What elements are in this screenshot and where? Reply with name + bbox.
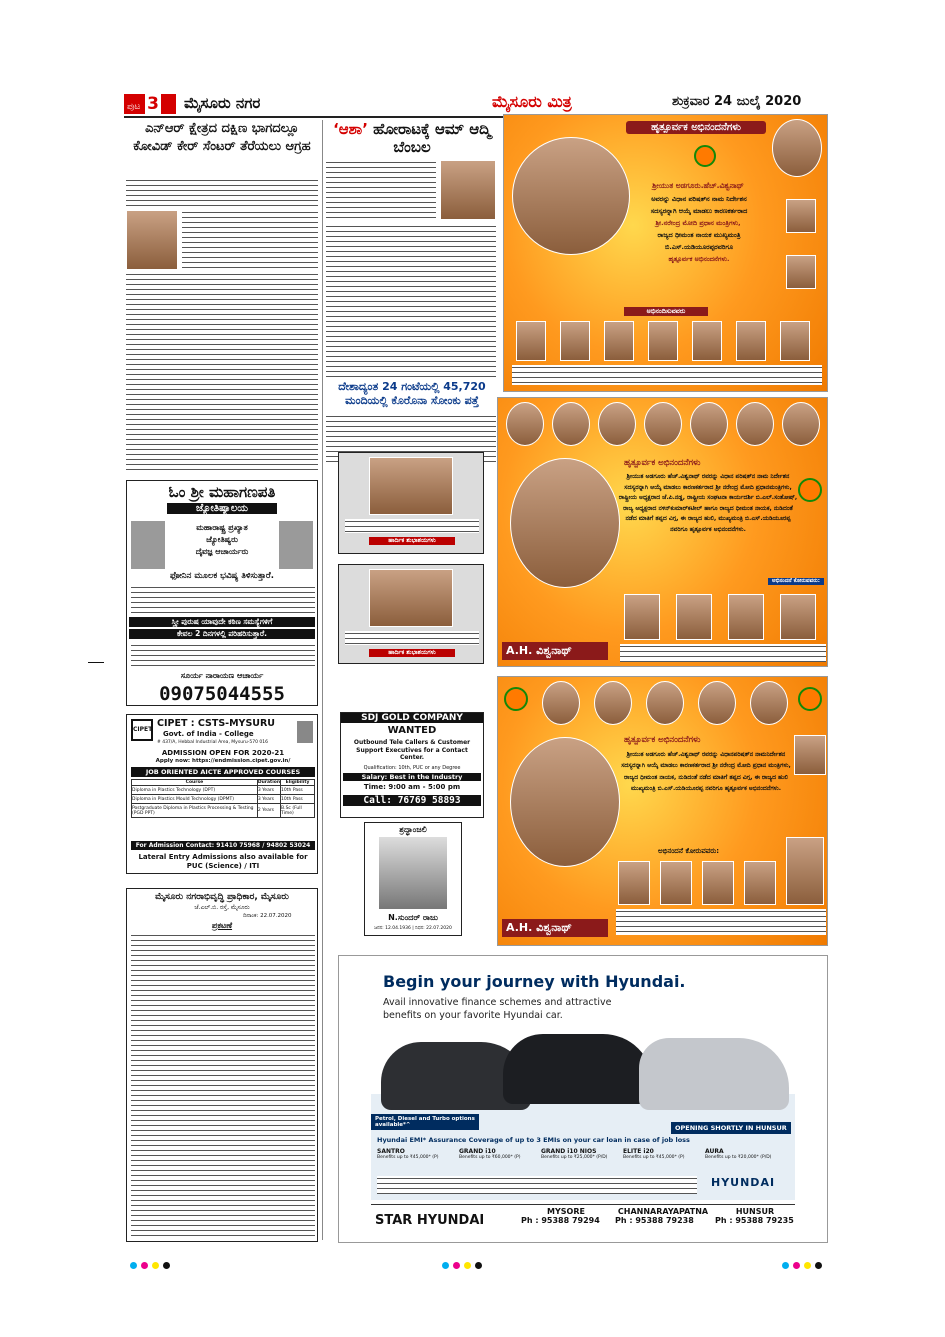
dealer-phone: Ph : 95388 79294 [521, 1216, 600, 1225]
greeting-photo-1 [369, 457, 453, 515]
astro-phone: 09075044555 [159, 683, 285, 705]
dealer-hunsur [715, 1207, 795, 1225]
astro-subtitle: ಜ್ಯೋತಿಷ್ಯಾಲಯ [167, 503, 277, 514]
story3-headline: ದೇಶಾದ್ಯಂತ 24 ಗಂಟೆಯಲ್ಲಿ 45,720 ಮಂದಿಯಲ್ಲಿ ಕೊರೊನಾ ಸೋಂಕು ಪತ್ತೆ [338, 380, 486, 407]
magenta-dot [453, 1262, 460, 1269]
leader-photo [646, 681, 684, 725]
wisher-photo [676, 594, 712, 640]
sdj-time: Time: 9:00 am - 5:00 pm [363, 783, 461, 791]
table-cell: Postgraduate Diploma in Plastics Processing & Testing (PGD PPT) [132, 804, 258, 818]
leader-photo [690, 402, 728, 446]
wisher-photo [618, 861, 650, 905]
cyan-dot [130, 1262, 137, 1269]
leader-photo [598, 402, 636, 446]
registration-marks [440, 1254, 484, 1273]
magenta-dot [141, 1262, 148, 1269]
table-cell: 2 Years [257, 804, 280, 818]
yellow-dot [152, 1262, 159, 1269]
felicitation3-heading: ಹೃತ್ಪೂರ್ವಕ ಅಭಿನಂದನೆಗಳು [624, 735, 701, 745]
felicitation2-heading: ಹೃತ್ಪೂರ್ವಕ ಅಭಿನಂದನೆಗಳು [624, 458, 701, 468]
felicitation1-name: ಶ್ರೀಯುತ ಅಡಗೂರು.ಹೆಚ್.ವಿಶ್ವನಾಥ್ [652, 181, 744, 190]
felicitation1-body5: ಬಿ.ಎಸ್.ಯಡಿಯೂರಪ್ಪರವರಿಗೂ [664, 243, 733, 251]
dealer-mysore [521, 1207, 611, 1225]
felicitation1-body6: ಹೃತ್ಪೂರ್ವಕ ಅಭಿನಂದನೆಗಳು. [668, 255, 730, 263]
leader-photo [782, 402, 820, 446]
wisher-photo [692, 321, 722, 361]
leader-photo [750, 681, 788, 725]
registration-marks [128, 1254, 172, 1273]
hyundai-model-row [377, 1148, 789, 1172]
sdj-company: SDJ GOLD COMPANY [341, 713, 483, 723]
story2-photo [440, 160, 496, 220]
felicitation1-main-photo [512, 137, 630, 255]
model-grand-i10 [459, 1148, 541, 1160]
felicitation1-side-photo-2 [786, 199, 816, 233]
story1-body-side [182, 210, 318, 270]
greeting-ad-1 [338, 452, 484, 554]
model-nios [541, 1148, 623, 1160]
black-dot [475, 1262, 482, 1269]
astro-name: ಸೂರ್ಯ ನಾರಾಯಣ ಆಚಾರ್ಯ [180, 671, 264, 680]
story2-headline [326, 120, 498, 156]
felicitation1-side-photo-3 [786, 255, 816, 289]
page-header [124, 92, 824, 116]
yellow-dot [804, 1262, 811, 1269]
felicitation1-wisher-row [512, 321, 822, 387]
wisher-photo [702, 861, 734, 905]
hyundai-finance-logos [377, 1176, 697, 1194]
astro-line1: ಮಹಾರಾಷ್ಟ್ರ ಪ್ರಖ್ಯಾತ [196, 523, 248, 532]
cipet-ad [126, 714, 318, 874]
muda-address: ಜೆ.ಎಲ್.ಬಿ. ರಸ್ತೆ, ಮೈಸೂರು [194, 904, 250, 911]
sdj-salary: Salary: Best in the Industry [343, 773, 481, 781]
leader-photo-row [502, 402, 826, 452]
wisher-names [512, 365, 822, 385]
greeting-photo-2 [369, 569, 453, 627]
model-santro [377, 1148, 459, 1160]
table-cell: 3 Years [257, 795, 280, 804]
leader-photo [736, 402, 774, 446]
masthead: ಮೈಸೂರು ಮಿತ್ರ [492, 92, 572, 111]
magenta-dot [793, 1262, 800, 1269]
table-cell: 10th Pass [281, 795, 315, 804]
felicitation2-main-photo [510, 458, 620, 588]
page-label: ಪುಟ [127, 102, 141, 112]
astrologer-image [279, 521, 313, 569]
table-cell: 10th Pass [281, 786, 315, 795]
leader-photo [542, 681, 580, 725]
greeting-text-1 [345, 519, 479, 533]
table-cell: Diploma in Plastics Mould Technology (DPMT) [132, 795, 258, 804]
felicitation-ad-2 [497, 397, 828, 667]
dealer-name: STAR HYUNDAI [375, 1213, 485, 1228]
leader-photo-row [538, 681, 798, 729]
dealer-phone: Ph : 95388 79235 [715, 1216, 794, 1225]
model-benefit: Benefits up to ₹45,000* (P) [377, 1155, 439, 1160]
model-name: GRAND i10 [459, 1148, 496, 1155]
wisher-photo [516, 321, 546, 361]
story3-body [326, 414, 496, 442]
story1-headline: ಎನ್‌ಆರ್ ಕ್ಷೇತ್ರದ ದಕ್ಷಿಣ ಭಾಗದಲ್ಲೂ ಕೋವಿಡ್ ಕೇರ್ ಸೆಂಟರ್ ತೆರೆಯಲು ಆಗ್ರಹ [133, 121, 311, 154]
wisher-photo [560, 321, 590, 361]
astro-line3: ದೈವಜ್ಞ ಆಚಾರ್ಯರು [195, 547, 249, 556]
column-divider [322, 120, 323, 1240]
model-aura [705, 1148, 789, 1160]
cipet-logo: CIPET [131, 719, 153, 741]
hyundai-sub: Avail innovative finance schemes and attractive benefits on your favorite Hyundai car. [383, 997, 612, 1021]
leader-photo [506, 402, 544, 446]
wisher-photo [744, 861, 776, 905]
hyundai-opening: OPENING SHORTLY IN HUNSUR [671, 1122, 791, 1134]
leader-photo [552, 402, 590, 446]
felicitation2-signature: A.H. ವಿಶ್ವನಾಥ್ [502, 642, 608, 660]
registration-marks [780, 1254, 824, 1273]
hyundai-brand: HYUNDAI [711, 1176, 776, 1189]
ganesha-image [131, 521, 165, 569]
hyundai-dealer-bar [371, 1204, 795, 1238]
bjp-lotus-icon [504, 687, 528, 711]
cipet-course-table [131, 779, 315, 818]
model-name: GRAND i10 NIOS [541, 1148, 597, 1155]
leader-photo [698, 681, 736, 725]
felicitation3-wishers: ಅಭಿನಂದನೆ ಕೋರುವವರು: [658, 847, 719, 855]
model-benefit: Benefits up to ₹60,000* (P) [459, 1155, 521, 1160]
felicitation3-signature: A.H. ವಿಶ್ವನಾಥ್ [502, 919, 608, 937]
cipet-title: CIPET : CSTS-MYSURU [157, 718, 276, 729]
sdj-wanted: WANTED [387, 725, 437, 736]
greeting-caption-1: ಹಾರ್ದಿಕ ಶುಭಾಶಯಗಳು [369, 537, 455, 545]
wisher-photo [780, 321, 810, 361]
astro-line4: ಫೋನಿನ ಮೂಲಕ ಭವಿಷ್ಯ ತಿಳಿಸುತ್ತಾರೆ. [169, 571, 274, 581]
wisher-photo [728, 594, 764, 640]
muda-body [131, 933, 315, 1238]
bjp-lotus-icon [694, 145, 716, 167]
sdj-job-ad [340, 712, 484, 818]
felicitation3-side-photo [794, 735, 826, 775]
story2-body [326, 224, 496, 378]
cyan-dot [782, 1262, 789, 1269]
wisher-photo [648, 321, 678, 361]
hyundai-fuel: Petrol, Diesel and Turbo options available*^ [371, 1114, 479, 1130]
cyan-dot [442, 1262, 449, 1269]
wisher-photo [624, 594, 660, 640]
leader-photo [644, 402, 682, 446]
story2-quote: ‘ಆಶಾ’ [333, 120, 368, 138]
wisher-photo [786, 837, 824, 905]
dealer-location: HUNSUR [735, 1207, 775, 1216]
bjp-lotus-icon [798, 478, 822, 502]
dealer-phone: Ph : 95388 79238 [615, 1216, 694, 1225]
wisher-names [616, 909, 826, 935]
wisher-names [620, 644, 826, 662]
muda-org: ಮೈಸೂರು ನಗರಾಭಿವೃದ್ಧಿ ಪ್ರಾಧಿಕಾರ, ಮೈಸೂರು [155, 892, 289, 902]
table-cell: B.Sc (Full Time) [281, 804, 315, 818]
cipet-courses-heading: JOB ORIENTED AICTE APPROVED COURSES [131, 767, 315, 777]
astro-title: ಓಂ ಶ್ರೀ ಮಹಾಗಣಪತಿ [168, 483, 276, 501]
astro-line6: ಕೇವಲ 2 ದಿನಗಳಲ್ಲಿ ಪರಿಹರಿಸುತ್ತಾರೆ. [129, 629, 315, 639]
story2-rest: ಹೋರಾಟಕ್ಕೆ ಆಮ್ ಆದ್ಮಿ ಬೆಂಬಲ [373, 120, 491, 156]
greeting-text-2 [345, 631, 479, 645]
model-benefit: Benefits up to ₹25,000* (P/D) [541, 1155, 608, 1160]
model-elite-i20 [623, 1148, 705, 1160]
wisher-photo [660, 861, 692, 905]
table-head-cell: Course [132, 780, 258, 786]
crop-mark [88, 662, 104, 663]
story1-photo [126, 210, 178, 270]
obituary-name: N.ಸುಂದರ್ ರಾಜು [388, 913, 438, 922]
table-cell: Diploma in Plastics Technology (DPT) [132, 786, 258, 795]
felicitation3-body: ಶ್ರೀಯುತ ಅಡಗೂರು ಹೆಚ್.ವಿಶ್ವನಾಥ್ ರವರನ್ನು ವಿಧಾನಪರಿಷತ್‌ನ ನಾಮನಿರ್ದೇಶನ ಸದಸ್ಯರನ್ನಾಗಿ ಆಯ್ಕೆ ಮಾಡಲು ಕಾರಣಕರ್ತರಾದ ಶ್ರೀ ನರೇಂದ್ರ ಮೋದಿ ಪ್ರಧಾನ ಮಂತ್ರಿಗಳು, ರಾಜ್ಯದ ಧೀಮಂತ ನಾಯಕ, ನುಡಿದಂತೆ ನಡೆದ ಮಾತಿಗೆ ತಪ್ಪದ ವಿಗ್ಗ, ಈ ರಾಜ್ಯದ ಹುಲಿ ಮುಖ್ಯಮಂತ್ರಿ ಬಿ.ಎಸ್.ಯಡಿಯೂರಪ್ಪ ನವರಿಗೂ ಹೃತ್ಪೂರ್ವಕ ಅಭಿನಂದನೆಗಳು. [621, 751, 791, 793]
felicitation1-side-photo [772, 119, 822, 177]
astro-text-block2 [131, 643, 315, 669]
table-head-cell: Duration [257, 780, 281, 785]
cipet-admission: ADMISSION OPEN FOR 2020-21 [161, 749, 285, 757]
page-number: 3 [147, 94, 159, 114]
cipet-address: # 437/A, Hebbal Industrial Area, Mysuru-570 016 [157, 740, 268, 745]
astrology-ad [126, 480, 318, 706]
story1-body-top [126, 178, 318, 208]
felicitation-ad-1 [503, 114, 828, 392]
yellow-dot [464, 1262, 471, 1269]
greeting-caption-2: ಹಾರ್ದಿಕ ಶುಭಾಶಯಗಳು [369, 649, 455, 657]
table-cell: 3 Years [257, 786, 280, 795]
sdj-role: Outbound Tele Callers & Customer Support Executives for a Contact Center. [353, 739, 471, 761]
black-dot [815, 1262, 822, 1269]
model-benefit: Benefits up to ₹20,000* (P/D) [705, 1155, 772, 1160]
cipet-contact: For Admission Contact: 91410 75968 / 94802 53024 [131, 841, 315, 850]
section-title: ಮೈಸೂರು ನಗರ [184, 94, 261, 112]
hyundai-emi: Hyundai EMI* Assurance Coverage of up to 3 EMIs on your car loan in case of job loss [377, 1136, 690, 1144]
astro-text-block [131, 585, 315, 615]
hyundai-ad [338, 955, 828, 1243]
wisher-photo [736, 321, 766, 361]
felicitation1-body4: ರಾಜ್ಯದ ಧೀಮಂತ ನಾಯಕ ಮುಖ್ಯಮಂತ್ರಿ [657, 231, 741, 239]
dealer-location: CHANNARAYAPATNA [617, 1207, 709, 1216]
felicitation3-main-photo [510, 737, 620, 867]
hyundai-headline: Begin your journey with Hyundai. [383, 972, 686, 991]
emblem-icon [297, 721, 313, 743]
sdj-qual: Qualification: 10th, PUC or any Degree [363, 765, 461, 771]
astro-line5: ಸ್ತ್ರೀ ಪುರುಷ ಯಾವುದೇ ಕಠಿಣ ಸಮಸ್ಯೆಗಳಿಗೆ [129, 617, 315, 627]
greeting-ad-2 [338, 564, 484, 664]
model-benefit: Benefits up to ₹45,000* (P) [623, 1155, 685, 1160]
sdj-call: Call: 76769 58893 [343, 795, 481, 806]
black-dot [163, 1262, 170, 1269]
table-row [132, 804, 315, 818]
model-name: SANTRO [377, 1148, 405, 1155]
cipet-lateral: Lateral Entry Admissions also available for PUC (Science) / ITI [138, 853, 308, 870]
felicitation-ad-3 [497, 676, 828, 946]
bjp-lotus-icon [798, 687, 822, 711]
cipet-govt: Govt. of India - College [163, 730, 254, 738]
page-number-badge [124, 94, 176, 114]
felicitation1-body1: ಅವರನ್ನು ವಿಧಾನ ಪರಿಷತ್‌ನ ನಾಮ ನಿರ್ದೇಶನ [651, 195, 747, 203]
felicitation1-body2: ಸದಸ್ಯರನ್ನಾಗಿ ಆಯ್ಕೆ ಮಾಡಲು ಕಾರಣಕರ್ತರಾದ [650, 207, 748, 215]
muda-title: ಪ್ರಕಟಣೆ [211, 921, 233, 930]
table-row [132, 786, 315, 795]
astro-line2: ಜ್ಯೋತಿಷ್ಯರು [206, 535, 238, 544]
felicitation2-wishers: ಅಭಿನಂದನೆ ಕೋರುವವರು: [768, 578, 824, 585]
model-name: AURA [705, 1148, 724, 1155]
table-head-cell: Eligibility [281, 780, 315, 786]
muda-notice [126, 888, 318, 1242]
dealer-location: MYSORE [547, 1207, 585, 1216]
felicitation1-body3: ಶ್ರೀ.ನರೇಂದ್ರ ಮೋದಿ ಪ್ರಧಾನ ಮಂತ್ರಿಗಳು, [655, 219, 741, 227]
story1-body-bottom [126, 272, 318, 474]
model-name: ELITE i20 [623, 1148, 654, 1155]
header-date: ಶುಕ್ರವಾರ 24 ಜುಲೈ 2020 [672, 94, 802, 109]
obituary-dates: ಜನನ: 12.04.1936 | ನಿಧನ: 22.07.2020 [374, 926, 452, 931]
dealer-channarayapatna [615, 1207, 711, 1225]
felicitation1-heading: ಹೃತ್ಪೂರ್ವಕ ಅಭಿನಂದನೆಗಳು [626, 121, 766, 134]
obituary-title: ಶ್ರದ್ಧಾಂಜಲಿ [399, 825, 427, 834]
car-santro [639, 1038, 789, 1110]
hyundai-inner [371, 964, 795, 1200]
obituary-ad [364, 822, 462, 936]
story2-body-top [326, 160, 436, 222]
obituary-photo [379, 837, 447, 909]
car-nios [503, 1034, 653, 1104]
wisher-photo [604, 321, 634, 361]
felicitation2-wisher-row [620, 594, 826, 664]
cipet-apply: Apply now: https://endmission.cipet.gov.in/ [155, 758, 291, 764]
muda-date: ದಿನಾಂಕ: 22.07.2020 [243, 913, 292, 919]
felicitation1-wishers: ಅಭಿನಂದಿಸುವವರು [624, 307, 708, 316]
felicitation3-wisher-row [616, 861, 826, 943]
felicitation2-body: ಶ್ರೀಯುತ ಅಡಗೂರು ಹೆಚ್.ವಿಶ್ವನಾಥ್ ರವರನ್ನು ವಿಧಾನ ಪರಿಷತ್‌ನ ನಾಮ ನಿರ್ದೇಶನ ಸದಸ್ಯರನ್ನಾಗಿ ಆಯ್ಕೆ ಮಾಡಲು ಕಾರಣಕರ್ತರಾದ ಶ್ರೀ ನರೇಂದ್ರ ಮೋದಿ ಪ್ರಧಾನಮಂತ್ರಿಗಳು, ರಾಷ್ಟ್ರೀಯ ಅಧ್ಯಕ್ಷರಾದ ಜೆ.ಪಿ.ನಡ್ಡ, ರಾಷ್ಟ್ರೀಯ ಸಂಘಟನಾ ಕಾರ್ಯದರ್ಶಿ ಬಿ.ಎಲ್.ಸಂತೋಷ್, ರಾಜ್ಯ ಅಧ್ಯಕ್ಷರಾದ ನಳಿನ್‌ಕುಮಾರ್‌ಕಟೀಲ್ ಹಾಗೂ ರಾಜ್ಯದ ಧೀಮಂತ ನಾಯಕ, ನುಡಿದಂತೆ ನಡೆದ ಮಾತಿಗೆ ತಪ್ಪದ ವಿಗ್ಗ, ಈ ರಾಜ್ಯದ ಹುಲಿ, ಮುಖ್ಯಮಂತ್ರಿ ಬಿ.ಎಸ್.ಯಡಿಯೂರಪ್ಪ ನವರಿಗೂ ಹೃತ್ಪೂರ್ವಕ ಅಭಿನಂದನೆಗಳು. [618, 473, 798, 533]
leader-photo [594, 681, 632, 725]
table-row [132, 795, 315, 804]
wisher-photo [780, 594, 816, 640]
